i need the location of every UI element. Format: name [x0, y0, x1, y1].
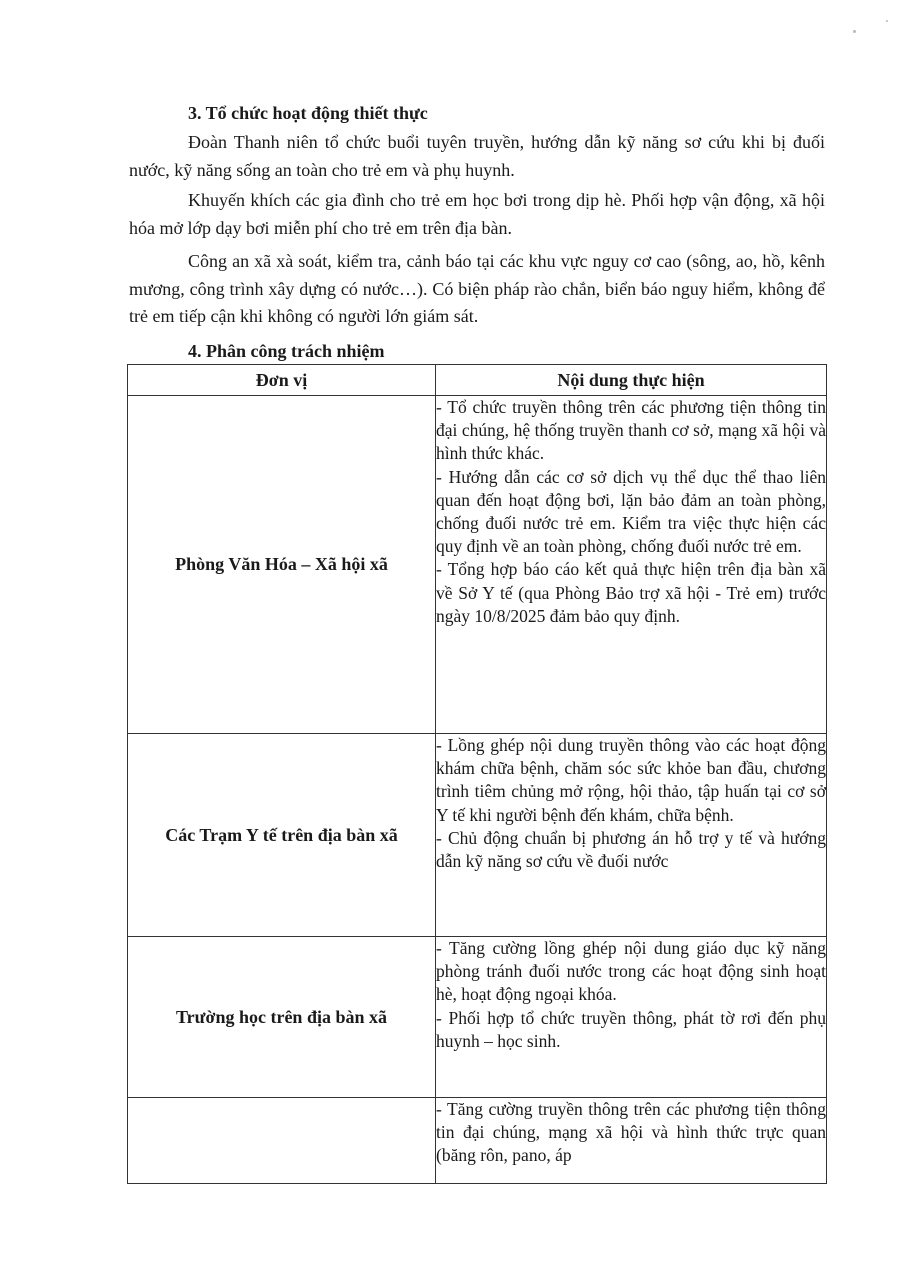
table-row [128, 734, 827, 937]
content-cell [436, 734, 827, 937]
content-cell [436, 1098, 827, 1184]
table-row [128, 1098, 827, 1184]
content-line: - Tăng cường lồng ghép nội dung giáo dục kỹ năng phòng tránh đuối nước trong các hoạt động sinh hoạt hè, hoạt động ngoại khóa. [436, 938, 826, 1005]
table-row [128, 396, 827, 734]
unit-cell: Các Trạm Y tế trên địa bàn xã [128, 734, 436, 937]
content-line: - Lồng ghép nội dung truyền thông vào các hoạt động khám chữa bệnh, chăm sóc sức khỏe ban đầu, chương trình tiêm chủng mở rộng, hội thảo, tập huấn tại cơ sở Y tế khi người bệnh đến khám, chữa bệnh. [436, 735, 826, 825]
scan-speck [886, 20, 888, 22]
section-3-paragraph-1: Đoàn Thanh niên tổ chức buổi tuyên truyền, hướng dẫn kỹ năng sơ cứu khi bị đuối nước, kỹ năng sống an toàn cho trẻ em và phụ huynh. [129, 132, 825, 180]
section-3-paragraph-3: Công an xã xà soát, kiểm tra, cảnh báo tại các khu vực nguy cơ cao (sông, ao, hồ, kênh mương, công trình xây dựng có nước…). Có biện pháp rào chắn, biển báo nguy hiểm, không để trẻ em tiếp cận khi không có người lớn giám sát. [129, 251, 825, 326]
table-header-row [128, 365, 827, 396]
responsibility-table [127, 364, 827, 1184]
section-4-heading: 4. Phân công trách nhiệm [188, 341, 385, 361]
section-3-paragraph-2: Khuyến khích các gia đình cho trẻ em học bơi trong dịp hè. Phối hợp vận động, xã hội hóa mở lớp dạy bơi miễn phí cho trẻ em trên địa bàn. [129, 190, 825, 238]
column-header-unit: Đơn vị [128, 365, 436, 396]
section-3-heading: 3. Tổ chức hoạt động thiết thực [188, 103, 428, 123]
unit-cell [128, 1098, 436, 1184]
table-row [128, 937, 827, 1098]
content-line: - Tổng hợp báo cáo kết quả thực hiện trên địa bàn xã về Sở Y tế (qua Phòng Bảo trợ xã hội - Trẻ em) trước ngày 10/8/2025 đảm bảo quy định. [436, 559, 826, 626]
scan-speck [853, 30, 856, 33]
column-header-content: Nội dung thực hiện [436, 365, 827, 396]
unit-cell: Phòng Văn Hóa – Xã hội xã [128, 396, 436, 734]
content-line: - Hướng dẫn các cơ sở dịch vụ thể dục thể thao liên quan đến hoạt động bơi, lặn bảo đảm an toàn phòng, chống đuối nước trẻ em. Kiểm tra việc thực hiện các quy định về an toàn phòng, chống đuối nước trẻ em. [436, 466, 826, 557]
content-line: - Chủ động chuẩn bị phương án hỗ trợ y tế và hướng dẫn kỹ năng sơ cứu về đuối nước [436, 827, 826, 872]
content-line: - Tổ chức truyền thông trên các phương tiện thông tin đại chúng, hệ thống truyền thanh cơ sở, mạng xã hội và hình thức khác. [436, 397, 826, 464]
content-line: - Phối hợp tổ chức truyền thông, phát tờ rơi đến phụ huynh – học sinh. [436, 1007, 826, 1051]
content-line: - Tăng cường truyền thông trên các phương tiện thông tin đại chúng, mạng xã hội và hình thức trực quan (băng rôn, pano, áp [436, 1099, 826, 1166]
content-cell [436, 396, 827, 734]
content-cell [436, 937, 827, 1098]
unit-cell: Trường học trên địa bàn xã [128, 937, 436, 1098]
